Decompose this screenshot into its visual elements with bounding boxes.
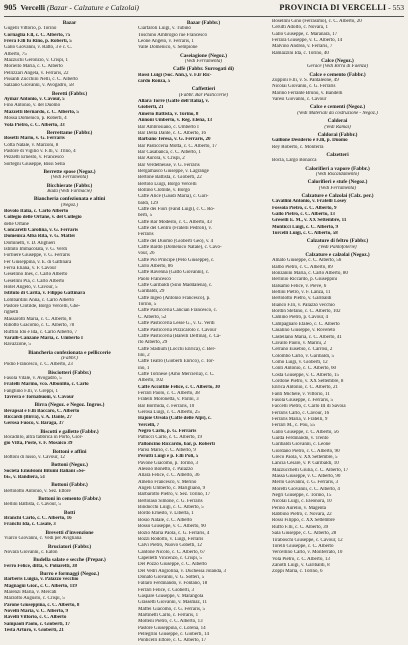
directory-entry: Mazzuchi Geronzio, v. Crispi, 1 — [4, 58, 68, 64]
column-3 — [272, 19, 403, 645]
directory-entry: Pellegrini Giuseppe, c. Gioberti, 14 — [138, 632, 209, 637]
directory-entry: Colombo Carlo, v. Garibaldi, 5 — [272, 353, 335, 359]
directory-entry: Bertolotto Antonio, v. Sez. Ettore — [4, 488, 71, 494]
directory-entry: Bergamasco Giuseppe, v. Lagrange — [138, 168, 209, 174]
directory-entry: Ruffini Ido e Ida, c. Carlo Alberto, 7 — [4, 329, 77, 335]
directory-entry: Parone Giuseppina, c. C. Alberto, 8 — [4, 602, 80, 608]
columns — [4, 19, 404, 645]
directory-entry: Ferrari Felice, c. Gioberti, 3 — [138, 587, 194, 593]
directory-entry: Annoni Umberto, v. Reg. Elena, 13 — [138, 118, 213, 124]
directory-entry: Ruffo F.lli, c. C. Alberto, 39 — [272, 524, 329, 530]
directory-entry: Ramazzini Ida, c. Torino, 40 — [272, 50, 329, 56]
page-header — [4, 3, 404, 17]
directory-entry: vour, 26 — [138, 251, 155, 257]
directory-entry: Moriello Maria, c. C. Alberto — [4, 64, 63, 70]
directory-entry: Gallo Giovanni, v. Ratto, 3 e c. C. — [4, 45, 72, 51]
directory-entry: Balbo Pietro, c. C. Alberto, 89 — [272, 264, 333, 270]
directory-entry: Fratelli Marino, vco. Albonlito, c. Carlo — [4, 382, 89, 388]
directory-entry: Riccardi (Birra), v. A. Dante, 27 — [4, 414, 72, 420]
directory-entry: Bevapsal e F.lli Baccaro, C. Alberto — [4, 408, 80, 414]
directory-entry: Casalino Giuseppe, v. Rovereto — [272, 328, 336, 334]
directory-entry: Perino Aurelio, v. Magenta — [272, 505, 326, 511]
directory-entry: Istituto di Carità, v. Filippo Gattinara — [4, 291, 85, 297]
cross-reference: (Vedi Riscaldamento) — [316, 171, 359, 177]
directory-entry: Hotel Angelo, v. Cavour, 5 — [4, 285, 58, 291]
directory-entry: Ravelli Vittorio, c. C. Alberto — [4, 615, 67, 621]
directory-entry: Ribotto Giacomo, c. C. Alberto, 78 — [4, 323, 75, 329]
directory-entry: Bosellini Gino (Ferrasimo), c. C. Alberto, 20 — [272, 19, 362, 24]
directory-entry: Caffè Bardo (Domenico Natale), c. Cavo- — [138, 245, 222, 251]
directory-entry: Cantone Nicolo, c. C. Alberto, 67 — [138, 549, 206, 555]
directory-entry: Massa Giuseppe, v. C. Alberto, 90 — [272, 474, 341, 480]
directory-entry: Branchi Carlo, c. C. Alberto, 16 — [4, 516, 72, 522]
cross-reference: (Vedi Ferramenta) — [318, 185, 357, 191]
directory-entry: Caffè Torinese (Amo Mercieria), c. C. — [138, 371, 215, 377]
section-heading: Calce (Negoz.) — [321, 58, 354, 65]
directory-entry: Caffè Accoltile Felice, c. C. Alberto, 30 — [138, 384, 220, 390]
section-heading: Biancheria confezionata e pelliccerie — [28, 349, 111, 356]
directory-entry: Ciarfaroli Luigi, v. Tubino — [138, 26, 191, 32]
directory-entry: Gerosa Luigi, c. C. Alberto, 25 — [138, 409, 200, 415]
section-heading: Bazar (Fabbr.) — [186, 20, 221, 26]
directory-entry: Fasola Giuseppe, c. Ferraris, 5 — [272, 397, 333, 403]
directory-entry: Bar Pasticceria Motta, c. C. Alberto, 17 — [138, 143, 217, 149]
cross-reference: (Vedi Materiali da costruzione - Negoz.) — [297, 110, 378, 116]
directory-entry: Barbano Teresa, v. G. Ferraris, 20 — [138, 137, 211, 143]
directory-entry: Alessio Bonetto, c. Palazzo — [138, 467, 193, 473]
directory-entry: Amerio Battista, v. Torino, 8 — [138, 111, 199, 117]
section-heading: Caseiagione (Negoz.) — [179, 52, 228, 59]
header-right-page: - 553 — [388, 3, 404, 12]
directory-entry: Bertolo Luigi, Borgo Vercelli — [138, 181, 197, 187]
directory-entry: Grassetti Giovanni, v. Masmaz, 11 — [138, 600, 208, 606]
directory-entry: Bozio Maria Paola, c. G. Ferraris, 4 — [138, 530, 210, 536]
directory-entry: Fallaro Ferdinando, v. Fontano, 18 — [138, 581, 208, 587]
directory-entry: berti, 5 — [138, 213, 153, 219]
section-heading: Calderai — [327, 118, 348, 125]
directory-entry: Bosso Giuseppe, v. C. Alberto, 90 — [138, 524, 206, 530]
directory-entry: Garibaldi Giovanni, c. Leone — [272, 442, 331, 448]
directory-entry: Caffè Pio Principe (Pelo Giuseppe), c. — [138, 257, 215, 263]
directory-entry: Bar Casabanca, c. C. Alberto, 1 — [138, 149, 201, 155]
directory-entry: Ferrari Paolo, c. C. Alberto, 38 — [138, 390, 200, 396]
directory-entry: Bianco F.lli, v. Palazzo vecchio — [272, 302, 335, 308]
section-heading: Beretti (Fabbr.) — [51, 90, 88, 97]
directory-entry: Bellini Battista, c. Cavour, 5 — [4, 502, 61, 508]
section-heading: Bottoni (Fabbr.) — [51, 482, 88, 489]
directory-entry: Ferraris Maria, v. Fratelli, 9 — [272, 416, 328, 422]
directory-entry: Alberto, 75 — [4, 51, 27, 57]
directory-entry: Cavallini Antonio, v. Fratelli Losey — [272, 199, 347, 205]
directory-entry: Bar Aurora, v. Crispi, 2 — [138, 156, 185, 162]
directory-entry: C. Alberto, 52 — [138, 314, 167, 320]
directory-entry: Torelli Giuseppe, c. C. Alberto — [272, 543, 334, 549]
directory-entry: Lancia Cesare, v. P. Garibaldi, 10 — [272, 461, 339, 467]
directory-entry: cardo Ronza, 5 — [138, 79, 171, 85]
section-heading: Calorifieri e stufe (Negoz.) — [307, 179, 368, 186]
directory-entry: Novelli Maria, v. C. Alberto, 9 — [4, 608, 69, 614]
directory-entry: Bar Verdelheuse, v. G. Ferraris — [138, 162, 200, 168]
directory-entry: Tavrera e Tornabuoni, v. Cavour — [4, 394, 75, 400]
directory-entry: Sala Giuseppe, c. C. Alberto, 28 — [272, 531, 337, 537]
directory-entry: baldi, 129 — [138, 200, 158, 206]
directory-entry: Mossa Domenico, p. Roberti, 4 — [4, 116, 67, 122]
section-heading: Bottoni (Negoz.) — [51, 462, 88, 469]
directory-entry: gio Vitta, Poste, v. F. Mosaico 39 — [4, 441, 73, 447]
cross-reference: (Vedi Ferramenta) — [184, 59, 223, 65]
directory-entry: Cordone Pietro, v. XX Settembre, 8 — [272, 378, 344, 384]
directory-entry: Rossi Filippo, c. XX Settembre — [272, 518, 335, 524]
directory-entry: Forbiere Giuseppe, v. G. Ferraris — [4, 253, 70, 259]
directory-entry: delle Orfane — [4, 221, 29, 227]
directory-entry: Ferro Felice, ditta, v. Poliaretti, 38 — [4, 563, 77, 569]
directory-entry: Caffè Pasticceria Lesse G., v. G. Verdi — [138, 321, 215, 327]
section-heading: Caffettieri — [191, 86, 216, 93]
cross-reference: (Fabbr. Bar Pasticcerie) — [178, 92, 229, 98]
directory-entry: Martinetti Carlo, c. Ferraris, 1 — [138, 612, 199, 618]
directory-entry: Malvino Andrea, v. Ferraris, 7 — [272, 44, 333, 50]
directory-entry: Gallo Pietro, c. C. Alberto, 13 — [272, 211, 335, 217]
directory-entry: ino, 1 — [138, 365, 150, 371]
directory-entry: Merlo Giovanni, c. G. Ferraris, 3 — [272, 480, 338, 486]
directory-entry: Castellano Maria, c. C. Alberto, 41 — [272, 334, 342, 340]
directory-entry: Torcelli Luigi, c. C. Alberto, 58 — [272, 231, 338, 236]
directory-entry: Rossi Luigi (Soc. Ann.), v. F.lr Ric- — [138, 72, 212, 78]
directory-entry: Ravazzone, 5 — [4, 342, 31, 348]
directory-entry: Ferraris — [138, 232, 154, 238]
directory-entry: Massarotti Maria, c. C. Alberto, 8 — [4, 316, 72, 322]
directory-entry: Bordo Ernesto, v. Liberta, 1 — [138, 511, 194, 517]
column-1 — [4, 19, 135, 645]
directory-entry: Rey Roberto, c. Monferra — [272, 144, 324, 150]
directory-entry: Balsamo Felice, v. Pieve, 6 — [272, 283, 327, 289]
directory-entry: Marino Ferrante Bruno, v. Bandelli — [272, 90, 343, 96]
section-heading: Berrettame (Fabbr.) — [46, 129, 93, 136]
directory-entry: Bottoni di lusso, v. Cavour, 12 — [4, 455, 65, 461]
directory-entry: Negro Carlo, p. G. Ferraris — [138, 429, 197, 434]
directory-entry: Bertolotto Pietro, v. Garibaldi — [272, 296, 332, 302]
directory-entry: Istituto Immacolata, v. G. Verdi — [4, 247, 68, 253]
directory-entry: Ferraris Carlo, c. Cavour, 16 — [272, 410, 330, 416]
directory-entry: Lombardini Anna, c. Carlo Alberto — [4, 297, 74, 303]
directory-entry: Perutti Luigi e p. F.lli Poli, 5 — [138, 454, 199, 460]
directory-entry: Fino Antonio, v. del Duomo — [4, 103, 61, 109]
directory-entry: Aymar Antonio, v. Cavour, 5 — [4, 97, 65, 103]
directory-entry: Caffè Ravenna (Gatto Giovanni), c. — [138, 270, 210, 276]
directory-entry: Ferrari M., c. Pou, 55 — [272, 423, 316, 429]
directory-entry: Leone Angelo, v. Ferraris, 1 — [138, 39, 194, 45]
directory-entry: Palloncino Riccardo, bar, p. Roberti — [138, 441, 215, 447]
directory-entry: Gerosa Fuoco, v. Baraga, 37 — [4, 421, 64, 427]
cross-reference: (Vedi Pantofolerie) — [318, 244, 357, 250]
directory-entry: Bocadillo, altra fabbrica in Porto, Gior- — [4, 435, 83, 440]
directory-entry: Sampaoli Paolo, c. Gioberti, 17 — [4, 621, 70, 627]
directory-entry: Nicolai Giovanni, c. G. Ferraris — [272, 84, 336, 90]
directory-entry: Rabbino Pietro, c. Novara, 22 — [272, 512, 332, 518]
directory-entry: Faccelli Pietro, c. Carlo III di Savoia — [272, 404, 346, 410]
directory-entry: Caffè del Duomo (Gioberti Geo), v. 4 — [138, 238, 214, 244]
directory-entry: Domenica Alba Rita, v. G. Mattei — [4, 234, 75, 240]
directory-entry: Vercelli, 7 — [138, 422, 160, 428]
directory-entry: Calvi Pietro, Nuovo Gobetti, 12 — [138, 543, 202, 549]
directory-entry: Vercellino Carlo, v. Monferrato, 10 — [272, 550, 343, 556]
directory-entry: Caffè del Centro (Fratelli Pedroli), v. — [138, 226, 212, 231]
directory-entry: Bellini Pietro, v. F. Lanza, 11 — [272, 290, 331, 296]
directory-entry: Barbarotto Pietro, v. Sez. Torino, 17 — [138, 492, 211, 498]
directory-entry: Caffè Pasticceria Pizzicarolo c. Cavour — [138, 327, 217, 333]
directory-entry: Greselli E. M., v. XX Settembre, 11 — [272, 218, 347, 224]
directory-entry: Garibaldi, 29 — [138, 289, 165, 295]
directory-entry: Angeli Umberto, c. Marigliano, 9 — [138, 486, 206, 492]
directory-entry: Bosio Natale, c. C. Alberto — [138, 517, 193, 523]
cross-reference: Gerace (Vedi Birra di Faenza) — [306, 64, 369, 70]
section-heading: Caffè (Fabbr. Surrogati di) — [173, 66, 234, 73]
directory-entry: Garda Ferdinando, v. Trento — [272, 436, 329, 441]
directory-entry: Allara Felice, c. C. Alberto, 36 — [138, 473, 200, 479]
section-heading: Brevetti d'invenzione — [45, 529, 94, 536]
directory-entry: Caffè Garibaldi (Sino Maddalena), c. — [138, 283, 213, 289]
directory-entry: Capelletti Vincenzo, c. Crispi, 5 — [138, 555, 202, 561]
directory-entry: Cerutti Adolfo, c. Novara, 1 — [272, 25, 328, 31]
directory-entry: Bar Della Dante, c. C. Alberto, 16 — [138, 130, 207, 136]
directory-entry: Monticci Luigi, c. C. Alberto, 9 — [272, 224, 338, 230]
directory-entry: Carlo Alberto, 86 — [138, 264, 173, 270]
directory-entry: Cornaglia F.ll, c. C. Alberto, 75 — [4, 32, 71, 38]
directory-entry: Bindocchi Luigi, c. C. Alberto, 5 — [138, 505, 204, 511]
directory-entry: Bosetti Mario, v. G. Ferraris — [4, 136, 65, 142]
directory-entry: Fasola Vitale, v. Avogadro, 5 — [4, 375, 62, 381]
directory-entry: Pastore Clotilde, Borgo Vercelli, Ghe- — [4, 304, 81, 310]
directory-entry: Caffè Pasticceria Cancian Francesco, c. — [138, 308, 218, 314]
directory-entry: bi», v. Bandiera, 51 — [4, 475, 46, 481]
directory-entry: Molteni Pietro, c. C. Alberto, 13 — [138, 619, 203, 625]
directory-entry: Società Emulsioni Bitumi Italiani «Se- — [4, 468, 86, 474]
directory-entry: Nicolai Luigi, c. Eleonora, 10 — [272, 499, 332, 505]
directory-entry: Bar Bormida, c. Ferraris, 10 — [138, 403, 195, 409]
directory-entry: Zanotti Luigi, v. Garibaldi, 8 — [272, 562, 330, 568]
directory-entry: Ferva Eliana, v. F. Cavour — [4, 266, 57, 272]
directory-entry: Vola Pietro, c. C. Alberto, 13 — [272, 556, 330, 562]
section-heading: Bisciotteri (Fabbr.) — [47, 369, 92, 376]
directory-entry: Maffei Giacomo, c. G. Ferraris, 5 — [138, 606, 205, 612]
directory-entry: Ponticelli Ettore, c. C. Alberto, 17 — [138, 638, 207, 644]
directory-entry: Enrica Antonio, c. C. Alberto, 21 — [272, 385, 338, 391]
directory-entry: Caffè dei Fiori (Fand Luigi), c. C. Ro- — [138, 206, 215, 212]
section-heading: Bazar — [62, 20, 77, 26]
section-heading: Biscotti e gallette (Fabbr.) — [40, 428, 99, 435]
directory-entry: Varesi Giovanni, c. Cavour — [272, 97, 327, 103]
section-heading: Calce e cementi (Negoz.) — [309, 104, 366, 111]
directory-entry: Concaretti Carolina, v. G. Ferraris — [4, 228, 79, 233]
directory-entry: Campagnaro Etaleo, c. C. Alberto — [272, 321, 340, 327]
directory-entry: Pissanti Zucchini Nelli, c. C. Alberto — [4, 77, 78, 83]
directory-entry: Sortegni Giuseppe, Bissi Sella — [4, 161, 65, 167]
directory-entry: Como Luigi, v. Gioberti, 12 — [272, 359, 328, 365]
directory-entry: rlo Alberto, 29 — [138, 340, 168, 346]
header-section: (Bazar - Calzature e Calzolai) — [46, 3, 139, 12]
section-heading: Calorifieri a vapore (Fabbr.) — [305, 165, 370, 172]
directory-entry: Fanghino F.lli, v. Greppi, 1 — [4, 388, 58, 394]
directory-entry: Bovolo Italia, c. Carlo Alberto — [4, 208, 69, 214]
section-heading: Budella salate e secche (Prepar.) — [33, 557, 106, 564]
directory-entry: Mazzucchelli Giulia, c. C. Alberto, 17 — [272, 467, 349, 473]
directory-entry: Moretti Giovanni, c. C. Alberto, 4 — [272, 486, 340, 492]
directory-entry: Gaspare Giuseppe, v. Marangola — [138, 593, 204, 599]
cross-reference: (Vedi Ramai) — [324, 124, 351, 130]
directory-entry: Mazzetti Bernardo, c. C. Alberto, 5 — [4, 109, 79, 115]
section-heading: Bottoni e affini — [52, 448, 87, 455]
cross-reference: Bada (Vedi Farmacie) — [47, 188, 92, 194]
directory-entry: Fer Giuseppina, v. E. di Gattinara — [4, 259, 72, 265]
directory-entry: Gesellino Ines, c. Carlo Alberto — [4, 272, 68, 278]
header-province: PROVINCIA DI VERCELLI — [279, 3, 387, 12]
directory-entry: Gugelli Vittorio, p. Torino — [4, 26, 57, 32]
section-heading: Birra (Negoz. e Negoz. Ingros.) — [34, 402, 105, 409]
directory-entry: Cotta Natale, v. Marzoni, 8 — [4, 142, 59, 148]
directory-entry: Pastore Giuseppina, c. Lorena, 14 — [138, 625, 206, 631]
directory-entry: Gallo Giuseppe, c. Maranara, 17 — [272, 31, 338, 37]
directory-entry: Caffè Alice (Gaudi Maria), c. Gari- — [138, 194, 209, 200]
directory-entry: Amato Giuseppe, c. C. Alberto, 56 — [272, 258, 342, 264]
directory-entry: Torino, 5 — [138, 302, 157, 308]
directory-entry: Pastore di Vigilio v. F.lli, v. Trino, 4 — [4, 148, 76, 154]
directory-entry: Pezzetti Ernesto, v. Francesco — [4, 155, 64, 161]
directory-entry: Cavallo Paolo, v. Marini, 2 — [272, 340, 326, 346]
directory-entry: Berlinio Riccardo, p. Giuseppini — [272, 277, 338, 283]
directory-entry: Del Pozzo Giuseppe, c. C. Alberto — [138, 562, 207, 568]
directory-entry: Toschino Ambrogio rue Francesco — [138, 32, 207, 38]
directory-entry: Amelio Francesco, v. Merino — [138, 479, 197, 485]
directory-entry: Pellizzari Angela, v. Ferraris, 22 — [4, 70, 69, 76]
directory-entry: Pavone Giacomo, p. Torino, 3 — [138, 460, 198, 466]
directory-entry: Vola Pietro, c. C. Alberto, 33 — [4, 122, 65, 128]
directory-entry: Franchi Ida, c. Casale, 3 — [4, 522, 56, 528]
directory-entry: Zoppi Maria, c. Torino, 6 — [272, 569, 323, 575]
directory-entry: Fanti Michele, v. Vittorio, 11 — [272, 391, 330, 397]
directory-entry: Bozzi Rodolfo, v. Luigi, Ferraris — [138, 536, 204, 542]
directory-entry: Salzano Giovanni, v. Avogadro, 58 — [4, 83, 74, 89]
directory-entry: Barberis Luigia, v. Palazzo vecchio — [4, 577, 79, 583]
directory-entry: Del Vedri Angiolina, v. Duchessa Jolanda, 3 — [138, 568, 227, 574]
directory-entry: Novara Giovanni, c. Eaton — [4, 549, 58, 555]
directory-entry: righetti — [4, 310, 19, 316]
directory-entry: Greco Paola, v. XX Settembre, 5 — [272, 455, 338, 461]
directory-entry: Caffè Pasticceria (Barelli Delfina), c. Ca- — [138, 333, 221, 339]
directory-entry: Marzotto Augusto, c. Crispi, 5 — [4, 596, 65, 602]
section-heading: Caldorai (Fabbr.) — [317, 131, 358, 138]
directory-entry: Hajoie Orsola (Caffè delle Alpi), c. — [138, 416, 212, 422]
page-number: 905 — [4, 3, 17, 12]
directory-entry: Bertone Battista, c. Gioberti, 22 — [138, 175, 202, 181]
header-city: Vercelli — [20, 3, 45, 12]
directory-entry: Bertolaso Simone, c. G. Ferraris — [138, 498, 203, 504]
section-heading: Calzature e calzolai (Negoz.) — [305, 252, 370, 259]
directory-entry: Gallo Giuseppe, c. C. Alberto, 56 — [272, 429, 339, 435]
directory-entry: Caffè Teatro (Gioberti Enrico), c. Tor- — [138, 359, 215, 365]
directory-entry: Zuppini F.lli, v. S. Pantaleone, 49 — [272, 78, 339, 84]
directory-entry: Giordano Pietro, c. C. Alberto, 90 — [272, 448, 340, 454]
directory-entry: Varalli-Canzane Maria, c. Umberto I — [4, 335, 83, 341]
section-heading: Berrette spose (Negoz.) — [43, 168, 96, 175]
directory-entry: Dominetti, v. D. Alighieri — [4, 240, 56, 246]
directory-entry: Negri Giuseppe, c. Torino, 15 — [272, 493, 332, 499]
header-right — [279, 3, 404, 12]
directory-entry: Magnagni Gior., c. C. Alberto, 119 — [4, 583, 77, 589]
directory-entry: Caffè Ingeo (Antonio Francesco), p. — [138, 295, 211, 301]
cross-reference: (Negoz.) — [60, 202, 79, 208]
directory-entry: Alberto, 102 — [138, 378, 164, 384]
section-heading: Bruciatori (Fabbr.) — [47, 543, 92, 550]
header-left — [4, 3, 139, 12]
column-2 — [138, 19, 269, 645]
section-heading: Bottoni in cemento (Fabbr.) — [38, 496, 101, 503]
directory-entry: Fratelli Moronetta, v. Parini, 3 — [138, 397, 199, 403]
directory-entry: Marenzi Maria, v. Mercati — [4, 589, 57, 595]
directory-entry: Ferrara Giuseppe, v. C. Alberto, 14 — [272, 38, 343, 44]
section-heading: Calzature e Calzolai (Calz. per.) — [301, 192, 374, 199]
directory-entry: Donato Giovanni, v. G. Sotteri, 5 — [138, 574, 205, 580]
directory-entry: Bar Ambrosiano, c. Umberto I — [138, 124, 199, 130]
section-heading: Botti — [63, 509, 76, 516]
directory-entry: Bollino Clotilde, v. Borgo — [138, 187, 190, 193]
directory-entry: Frera F.lli fu Rino, p. Roberti, 5 — [4, 39, 72, 45]
directory-entry: Fossola Pietro, c. C. Alberto, 9 — [272, 205, 337, 211]
section-heading: Burro e formaggi (Negoz.) — [39, 570, 100, 577]
directory-entry: Bocla, Largo Bonacca — [272, 158, 317, 164]
directory-entry: lini, 2 — [138, 352, 150, 358]
directory-entry: Testa Arturo, v. Gioberti, 21 — [4, 627, 64, 633]
directory-entry: Cerrano Eusebio, c. Carrosi, 2 — [272, 347, 333, 353]
directory-entry: Podio Francesco, c. C. Alberto, 23 — [4, 362, 73, 368]
directory-entry: Bonzanini Maria, c. Carlo Alberto, 80 — [272, 271, 348, 277]
directory-entry: Conti Antonio, c. C. Alberto, 60 — [272, 366, 337, 372]
directory-entry: Viarco Giovanni, c. Vedi per Avigliana — [4, 536, 82, 542]
cross-reference: (Fabbr.) — [61, 355, 78, 361]
cross-reference: (Vedi Ferramenta) — [50, 175, 89, 181]
directory-entry: Collegio delle Orfane, v. del Collegio — [4, 215, 82, 221]
directory-entry: Caffè Stadium (Locchi Enrica), c. Ber- — [138, 346, 216, 352]
section-heading: Bicchierate (Fabbr.) — [46, 182, 93, 189]
section-heading: Biancheria confezionata e altini — [33, 196, 106, 203]
directory-entry: Valle Domenico, v. Sempione — [138, 45, 198, 51]
section-heading: Calce e cemento (Fabbr.) — [309, 71, 366, 78]
directory-entry: Camino Pietro, p. Cavour, 4 — [272, 315, 329, 321]
directory-entry: Gallione Desiderio e F.lli, p. Duomo — [272, 138, 348, 144]
directory-entry: Tiraboschi Giuseppe, c. Cavour, 12 — [272, 537, 343, 543]
section-heading: Calzetteri — [326, 151, 349, 158]
directory-entry: Costa Giuseppe, v. C. Alberto, 15 — [272, 372, 340, 378]
section-heading: Calzature di feltro (Fabbr.) — [306, 238, 369, 245]
directory-entry: Gesellini Pia, c. Carlo Alberto — [4, 278, 65, 284]
directory-entry: Gioberti, 21 — [138, 105, 164, 111]
directory-entry: Pattucci Carlo, c. C. Alberto, 19 — [138, 435, 203, 441]
directory-entry: Bordin Stefano, c. C. Alberto, 102 — [272, 309, 341, 315]
directory-entry: Paolo Francesco — [138, 276, 171, 282]
directory-entry: Allara Torre (Gaffe dell'Italia), v. — [138, 99, 210, 105]
directory-entry: Caffè Bar Modesto, c. C. Alberto, 43 — [138, 219, 212, 225]
directory-entry: Parisi Mario, c. C. Alberto, 9 — [138, 448, 196, 454]
